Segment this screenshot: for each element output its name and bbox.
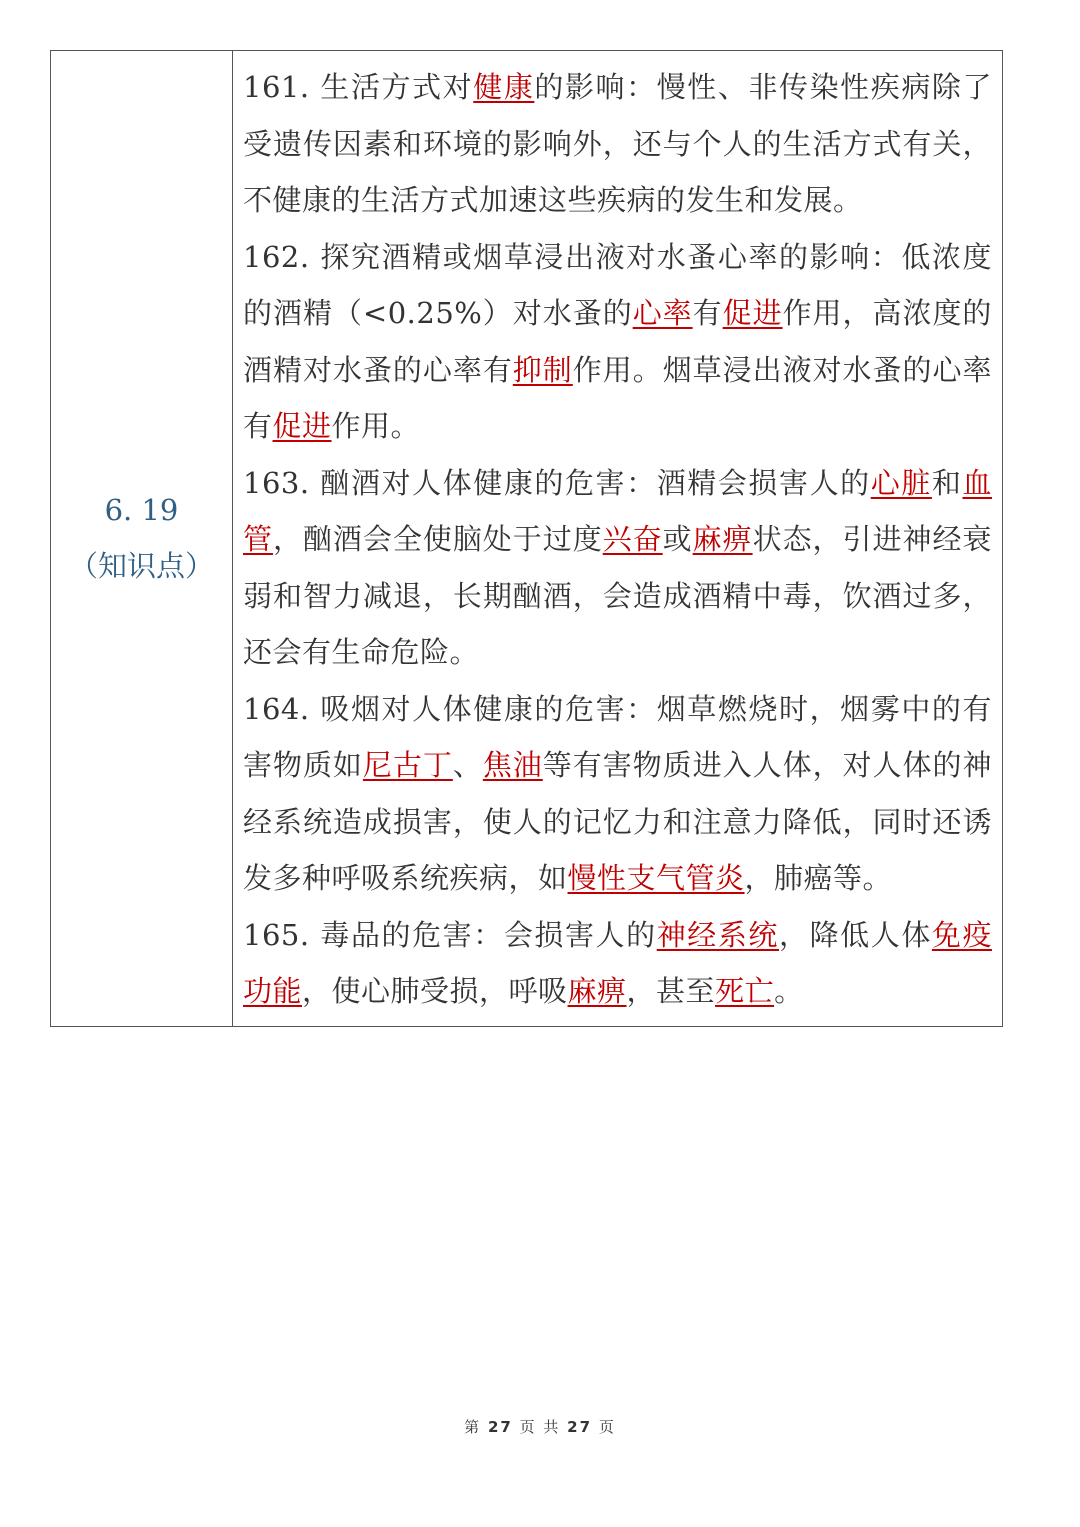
text-segment: 等有害物质进入人体，对人体的神经系统造成损害，使人的记忆力和注意力降低，同时还诱发多种呼吸系统疾病，如 (243, 748, 992, 895)
highlighted-keyword: 焦油 (482, 748, 543, 782)
knowledge-item-165 (243, 907, 992, 1020)
text-segment: 、 (452, 748, 483, 782)
knowledge-item-163 (243, 455, 992, 681)
footer-mid: 页 共 (519, 1418, 561, 1436)
text-segment: 作用。烟草浸出液对水蚤的心率有 (243, 352, 992, 443)
text-segment: 和 (931, 465, 963, 500)
footer-total-pages: 27 (567, 1418, 593, 1436)
highlighted-keyword: 抑制 (512, 352, 573, 387)
text-segment: 或 (662, 522, 693, 556)
highlighted-keyword: 慢性支气管炎 (567, 861, 745, 895)
text-segment: 163. 酗酒对人体健康的危害：酒精会损害人的 (243, 465, 871, 500)
highlighted-keyword: 心脏 (870, 465, 932, 500)
label-cell (51, 51, 233, 1026)
highlighted-keyword: 心率 (632, 296, 693, 330)
highlighted-keyword: 麻痹 (692, 522, 753, 556)
knowledge-item-162 (243, 229, 992, 455)
highlighted-keyword: 免疫功能 (243, 917, 992, 1008)
date-label: 6. 19 (104, 493, 179, 528)
text-segment: ，甚至 (626, 974, 716, 1008)
footer-prefix: 第 (464, 1418, 482, 1436)
footer-page-number: 27 (487, 1418, 513, 1436)
text-segment: 作用，高浓度的酒精对水蚤的心率有 (243, 296, 992, 387)
highlighted-keyword: 健康 (473, 70, 535, 104)
knowledge-table (50, 50, 1003, 1027)
highlighted-keyword: 兴奋 (602, 522, 663, 556)
highlighted-keyword: 死亡 (715, 974, 775, 1008)
text-segment: 作用。 (331, 409, 421, 443)
highlighted-keyword: 促进 (722, 296, 783, 330)
knowledge-item-164 (243, 681, 992, 907)
content-cell (233, 51, 1002, 1026)
highlighted-keyword: 尼古丁 (362, 748, 453, 782)
highlighted-keyword: 促进 (272, 409, 332, 443)
text-segment: 状态，引进神经衰弱和智力减退，长期酗酒，会造成酒精中毒，饮酒过多，还会有生命危险。 (243, 522, 992, 669)
highlighted-keyword: 血管 (243, 465, 992, 556)
text-segment: ，降低人体 (779, 917, 932, 952)
text-segment: 有 (692, 296, 723, 330)
text-segment: ，使心肺受损，呼吸 (302, 974, 568, 1008)
page-footer (0, 1416, 1080, 1437)
footer-suffix: 页 (598, 1418, 616, 1436)
text-segment: 164. 吸烟对人体健康的危害：烟草燃烧时，烟雾中的有害物质如 (243, 691, 992, 782)
text-segment: 的影响：慢性、非传染性疾病除了受遗传因素和环境的影响外，还与个人的生活方式有关，不健康的生活方式加速这些疾病的发生和发展。 (243, 70, 992, 217)
type-label: （知识点） (68, 549, 214, 584)
text-segment: ，肺癌等。 (744, 861, 893, 895)
text-segment: 162. 探究酒精或烟草浸出液对水蚤心率的影响：低浓度的酒精（<0.25%）对水蚤的 (243, 239, 992, 330)
highlighted-keyword: 神经系统 (656, 917, 780, 952)
highlighted-keyword: 麻痹 (567, 974, 627, 1008)
text-segment: 165. 毒品的危害：会损害人的 (243, 917, 657, 952)
text-segment: ，酗酒会全使脑处于过度 (272, 522, 603, 556)
text-segment: 161. 生活方式对 (243, 70, 474, 104)
knowledge-item-161 (243, 59, 992, 229)
text-segment: 。 (774, 974, 804, 1008)
